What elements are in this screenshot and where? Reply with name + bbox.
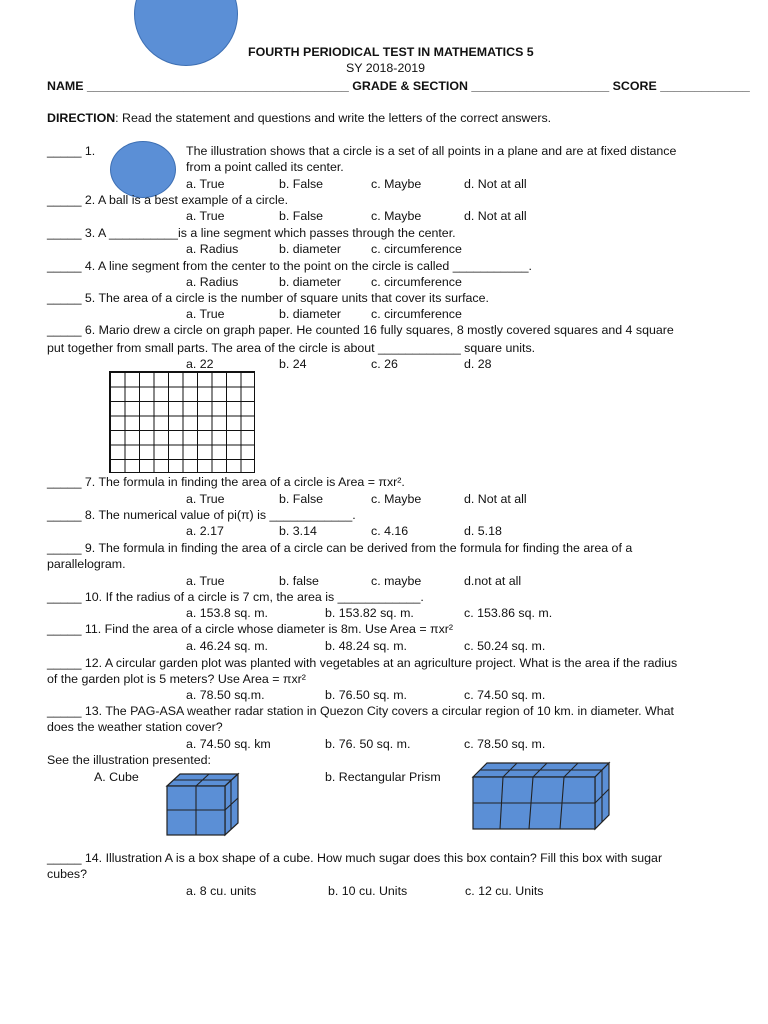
q11-choice-b: b. 48.24 sq. m. xyxy=(325,639,407,653)
q2-text: _____ 2. A ball is a best example of a circle. xyxy=(47,193,289,207)
q5-choice-b: b. diameter xyxy=(279,307,341,321)
q8-choice-a: a. 2.17 xyxy=(186,524,224,538)
illustration-label-prism: b. Rectangular Prism xyxy=(325,770,441,784)
q1-choice-a: a. True xyxy=(186,177,225,191)
q6-choice-a: a. 22 xyxy=(186,357,214,371)
q12-text-2: of the garden plot is 5 meters? Use Area = πxr² xyxy=(47,672,306,686)
q2-choice-a: a. True xyxy=(186,209,225,223)
q1-text-1: The illustration shows that a circle is a set of all points in a plane and are at fixed distance xyxy=(186,144,677,158)
q9-choice-c: c. maybe xyxy=(371,574,422,588)
q3-lead: _____ 3. A __________ xyxy=(47,226,178,240)
q13-choice-c: c. 78.50 sq. m. xyxy=(464,737,546,751)
circle-illustration-q1 xyxy=(110,141,176,198)
q1-text-2: from a point called its center. xyxy=(186,160,344,174)
q6-text-1: _____ 6. Mario drew a circle on graph paper. He counted 16 fully squares, 8 mostly covered squares and 4 square xyxy=(47,323,674,337)
rectangular-prism-illustration xyxy=(467,757,615,833)
q14-text-2: cubes? xyxy=(47,867,87,881)
q10-choice-b: b. 153.82 sq. m. xyxy=(325,606,414,620)
q10-text: _____ 10. If the radius of a circle is 7 cm, the area is ____________. xyxy=(47,590,424,604)
q7-choice-d: d. Not at all xyxy=(464,492,527,506)
q12-text-1: _____ 12. A circular garden plot was planted with vegetables at an agriculture project. What is the area if the radius xyxy=(47,656,678,670)
q9-choice-b: b. false xyxy=(279,574,319,588)
q7-choice-c: c. Maybe xyxy=(371,492,422,506)
score-label: SCORE xyxy=(612,79,657,93)
school-year: SY 2018-2019 xyxy=(346,61,426,75)
q13-choice-b: b. 76. 50 sq. m. xyxy=(325,737,411,751)
q8-text: _____ 8. The numerical value of pi(π) is ____________. xyxy=(47,508,356,522)
q7-text: _____ 7. The formula in finding the area of a circle is Area = πxr². xyxy=(47,475,405,489)
q5-choice-a: a. True xyxy=(186,307,225,321)
q3-text: is a line segment which passes through the center. xyxy=(178,226,456,240)
q14-choice-b: b. 10 cu. Units xyxy=(328,884,408,898)
q11-choice-c: c. 50.24 sq. m. xyxy=(464,639,546,653)
q1-lead: _____ 1. xyxy=(47,144,96,158)
q10-choice-c: c. 153.86 sq. m. xyxy=(464,606,553,620)
q12-choice-c: c. 74.50 sq. m. xyxy=(464,688,546,702)
q2-choice-d: d. Not at all xyxy=(464,209,527,223)
illustration-label-cube: A. Cube xyxy=(94,770,139,784)
q3-choice-b: b. diameter xyxy=(279,242,341,256)
name-line xyxy=(47,78,750,94)
direction xyxy=(47,110,551,126)
name-label: NAME xyxy=(47,79,84,93)
q8-choice-b: b. 3.14 xyxy=(279,524,317,538)
direction-text: : Read the statement and questions and write the letters of the correct answers. xyxy=(115,111,552,125)
circle-illustration-top xyxy=(134,0,238,66)
q13-choice-a: a. 74.50 sq. km xyxy=(186,737,271,751)
name-blank: ______________________________________ xyxy=(86,79,349,93)
q6-choice-b: b. 24 xyxy=(279,357,307,371)
q2-choice-c: c. Maybe xyxy=(371,209,422,223)
q4-choice-a: a. Radius xyxy=(186,275,239,289)
q6-choice-d: d. 28 xyxy=(464,357,492,371)
q11-text: _____ 11. Find the area of a circle whose diameter is 8m. Use Area = πxr² xyxy=(47,622,454,636)
q1-choice-b: b. False xyxy=(279,177,324,191)
q12-choice-a: a. 78.50 sq.m. xyxy=(186,688,265,702)
q8-choice-c: c. 4.16 xyxy=(371,524,409,538)
cube-illustration xyxy=(160,768,246,840)
score-blank: _____________ xyxy=(660,79,750,93)
q2-choice-b: b. False xyxy=(279,209,324,223)
q8-choice-d: d. 5.18 xyxy=(464,524,502,538)
q6-choice-c: c. 26 xyxy=(371,357,398,371)
test-title: FOURTH PERIODICAL TEST IN MATHEMATICS 5 xyxy=(248,45,534,59)
q12-choice-b: b. 76.50 sq. m. xyxy=(325,688,407,702)
q3-choice-c: c. circumference xyxy=(371,242,462,256)
q7-choice-a: a. True xyxy=(186,492,225,506)
q9-text-2: parallelogram. xyxy=(47,557,126,571)
q14-choice-c: c. 12 cu. Units xyxy=(465,884,544,898)
q9-choice-a: a. True xyxy=(186,574,225,588)
q13-text-1: _____ 13. The PAG-ASA weather radar station in Quezon City covers a circular region of 10 km. in diameter. What xyxy=(47,704,674,718)
q1-choice-d: d. Not at all xyxy=(464,177,527,191)
q14-choice-a: a. 8 cu. units xyxy=(186,884,257,898)
q3-choice-a: a. Radius xyxy=(186,242,239,256)
q1-choice-c: c. Maybe xyxy=(371,177,422,191)
q10-choice-a: a. 153.8 sq. m. xyxy=(186,606,268,620)
illustration-intro: See the illustration presented: xyxy=(47,753,211,767)
q11-choice-a: a. 46.24 sq. m. xyxy=(186,639,268,653)
q5-choice-c: c. circumference xyxy=(371,307,462,321)
direction-label: DIRECTION xyxy=(47,111,116,125)
q7-choice-b: b. False xyxy=(279,492,324,506)
q9-text-1: _____ 9. The formula in finding the area of a circle can be derived from the formula for finding the area of a xyxy=(47,541,633,555)
q6-text-2: put together from small parts. The area of the circle is about ____________ square units. xyxy=(47,341,536,355)
q4-choice-c: c. circumference xyxy=(371,275,462,289)
q5-text: _____ 5. The area of a circle is the number of square units that cover its surface. xyxy=(47,291,489,305)
q4-choice-b: b. diameter xyxy=(279,275,341,289)
grade-label: GRADE & SECTION xyxy=(352,79,468,93)
q9-choice-d: d.not at all xyxy=(464,574,522,588)
graph-paper-grid xyxy=(109,371,255,473)
q14-text-1: _____ 14. Illustration A is a box shape of a cube. How much sugar does this box contain? Fill this box with sugar xyxy=(47,851,663,865)
q4-text: _____ 4. A line segment from the center to the point on the circle is called ___________. xyxy=(47,259,532,273)
q13-text-2: does the weather station cover? xyxy=(47,720,223,734)
grade-blank: ____________________ xyxy=(471,79,610,93)
